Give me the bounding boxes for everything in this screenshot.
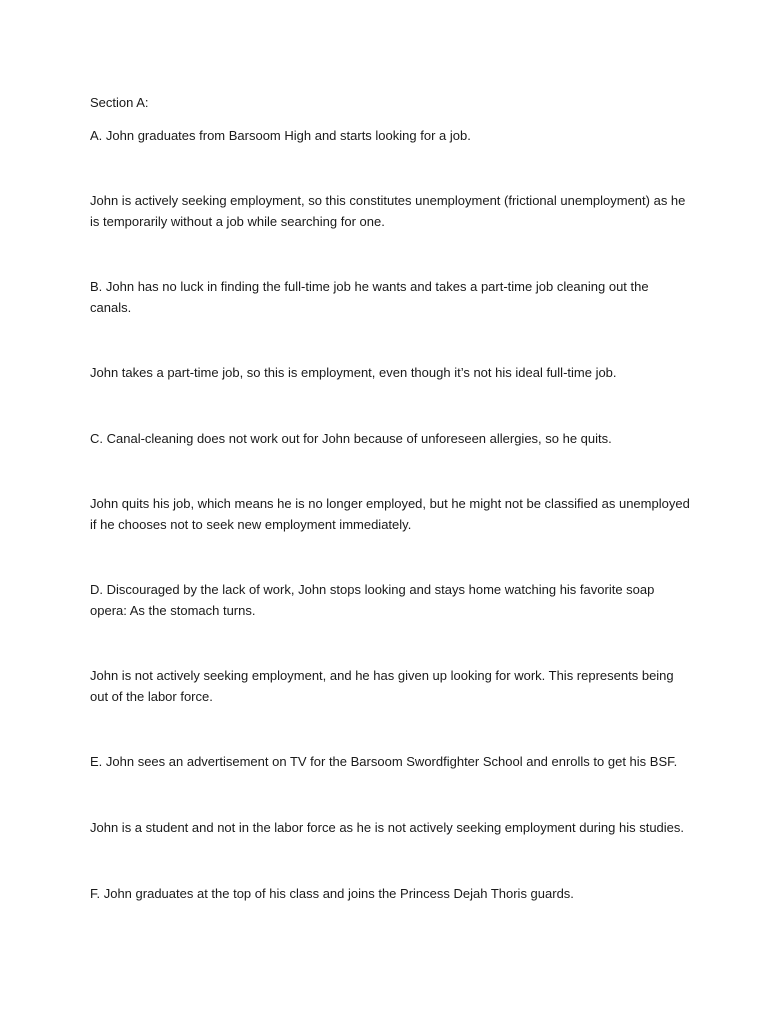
question-e: E. John sees an advertisement on TV for the Barsoom Swordfighter School and enrolls to get his BSF. xyxy=(90,754,678,769)
question-d: D. Discouraged by the lack of work, John stops looking and stays home watching his favorite soap opera: As the stomach turns. xyxy=(90,582,655,618)
question-c: C. Canal-cleaning does not work out for John because of unforeseen allergies, so he quits. xyxy=(90,431,612,446)
answer-e: John is a student and not in the labor force as he is not actively seeking employment during his studies. xyxy=(90,820,685,835)
answer-d: John is not actively seeking employment, and he has given up looking for work. This represents being out of the labor force. xyxy=(90,668,674,704)
section-title: Section A: xyxy=(90,95,149,110)
question-a: A. John graduates from Barsoom High and starts looking for a job. xyxy=(90,128,471,143)
answer-c: John quits his job, which means he is no longer employed, but he might not be classified as unemployed if he chooses not to seek new employment immediately. xyxy=(90,496,690,532)
answer-a: John is actively seeking employment, so this constitutes unemployment (frictional unemployment) as he is temporarily without a job while searching for one. xyxy=(90,193,686,229)
question-b: B. John has no luck in finding the full-time job he wants and takes a part-time job cleaning out the canals. xyxy=(90,279,649,315)
answer-b: John takes a part-time job, so this is employment, even though it’s not his ideal full-time job. xyxy=(90,365,617,380)
question-f: F. John graduates at the top of his class and joins the Princess Dejah Thoris guards. xyxy=(90,886,574,901)
